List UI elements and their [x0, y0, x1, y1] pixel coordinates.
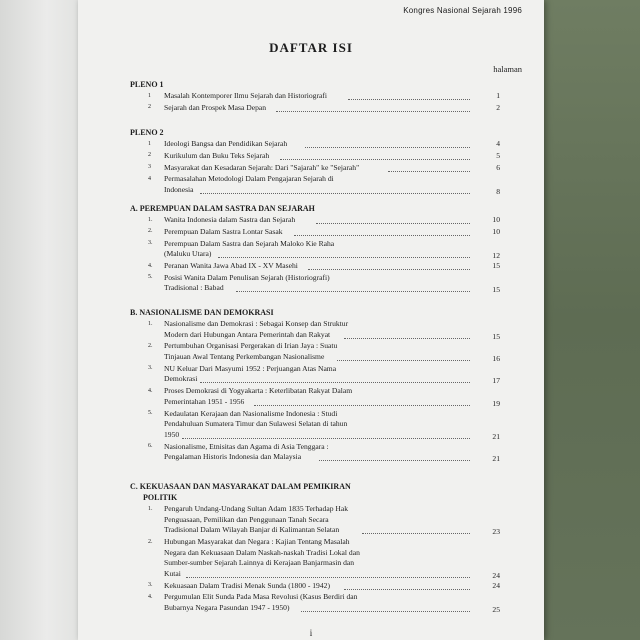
section-heading: PLENO 1: [130, 80, 164, 89]
entry-page-number: 15: [492, 261, 500, 270]
entry-page-number: 1: [496, 91, 500, 100]
entry-number: 1: [148, 92, 151, 99]
leader-dots: [319, 460, 470, 461]
entry-title: Tradisional Dalam Wilayah Banjar di Kalimantan Selatan: [164, 525, 340, 535]
entry-number: 2.: [148, 228, 153, 235]
entry-page-number: 5: [496, 150, 500, 160]
entry-page-number: 4: [496, 139, 500, 148]
entry-title: Nasionalisme, Etnisitas dan Agama di Asia Tenggara :: [164, 441, 329, 451]
entry-page-number: 8: [496, 187, 500, 196]
entry-title: Demokrasi: [164, 374, 198, 384]
entry-number: 4.: [148, 593, 153, 600]
entry-title: Perempuan Dalam Sastra dan Sejarah Maloko Kie Raha: [164, 238, 335, 248]
entry-page-number: 16: [492, 354, 500, 363]
section-heading: PLENO 2: [130, 128, 164, 137]
leader-dots: [362, 533, 470, 534]
entry-title: (Maluku Utara): [164, 249, 212, 259]
entry-number: 2.: [148, 342, 153, 349]
leader-dots: [308, 269, 470, 270]
entry-title: NU Keluar Dari Masyumi 1952 : Perjuangan Atas Nama: [164, 363, 337, 373]
leader-dots: [218, 257, 470, 258]
entry-title: Hubungan Masyarakat dan Negara : Kajian Tentang Masalah: [164, 537, 350, 546]
page-header: Kongres Nasional Sejarah 1996: [403, 6, 522, 15]
entry-title: Perempuan Dalam Sastra Lontar Sasak: [164, 226, 283, 236]
entry-title: Pendahuluan Sumatera Timur dan Sulawesi Selatan di tahun: [164, 419, 348, 429]
leader-dots: [200, 193, 470, 194]
section-heading: POLITIK: [143, 493, 178, 502]
entry-title: Kekuasaan Dalam Tradisi Menak Sunda (1800 - 1942): [164, 580, 330, 590]
entry-title: Nasionalisme dan Demokrasi : Sebagai Konsep dan Struktur: [164, 319, 349, 328]
leader-dots: [280, 159, 470, 160]
leader-dots: [182, 438, 470, 439]
entry-title: Sejarah dan Prospek Masa Depan: [164, 102, 267, 112]
entry-page-number: 10: [492, 226, 500, 236]
entry-title: Permasalahan Metodologi Dalam Pengajaran Sejarah di: [164, 174, 334, 184]
page-column-label: halaman: [493, 64, 522, 74]
entry-page-number: 19: [492, 398, 500, 408]
entry-title: Modern dari Hubungan Antara Pemerintah dan Rakyat: [164, 329, 331, 339]
entry-number: 4: [148, 175, 151, 182]
section-heading: A. PEREMPUAN DALAM SASTRA DAN SEJARAH: [130, 204, 315, 213]
entry-number: 3.: [148, 582, 153, 589]
entry-number: 3.: [148, 240, 153, 247]
entry-title: Pertumbuhan Organisasi Pergerakan di Irian Jaya : Suatu: [164, 341, 338, 351]
entry-number: 2: [148, 104, 151, 111]
entry-number: 6.: [148, 443, 153, 450]
entry-number: 4.: [148, 262, 153, 269]
left-page-edge: [0, 0, 78, 640]
leader-dots: [200, 382, 470, 383]
leader-dots: [344, 338, 470, 339]
leader-dots: [344, 589, 470, 590]
entry-page-number: 23: [492, 527, 500, 537]
entry-title: Wanita Indonesia dalam Sastra dan Sejarah: [164, 215, 296, 224]
leader-dots: [348, 99, 470, 100]
entry-page-number: 21: [492, 431, 500, 441]
entry-number: 2: [148, 152, 151, 159]
leader-dots: [337, 360, 470, 361]
entry-title: Pengaruh Undang-Undang Sultan Adam 1835 Terhadap Hak: [164, 504, 349, 513]
entry-title: Peranan Wanita Jawa Abad IX - XV Masehi: [164, 261, 298, 270]
entry-title: Pergumulan Elit Sunda Pada Masa Revolusi (Kasus Berdiri dan: [164, 592, 358, 602]
leader-dots: [305, 147, 470, 148]
entry-number: 1: [148, 140, 151, 147]
entry-title: Negara dan Kekuasaan Dalam Naskah-naskah Tradisi Lokal dan: [164, 547, 360, 557]
leader-dots: [301, 611, 470, 612]
entry-title: Pengalaman Historis Indonesia dan Malaysia: [164, 452, 302, 462]
entry-page-number: 17: [492, 376, 500, 386]
entry-page-number: 25: [492, 605, 500, 614]
leader-dots: [276, 111, 470, 112]
document-page: [78, 0, 544, 640]
leader-dots: [186, 577, 470, 578]
leader-dots: [254, 405, 470, 406]
entry-page-number: 6: [496, 162, 500, 172]
entry-number: 3.: [148, 365, 153, 372]
entry-title: Kutai: [164, 568, 181, 578]
entry-title: Proses Demokrasi di Yogyakarta : Keterlibatan Rakyat Dalam: [164, 386, 353, 396]
leader-dots: [294, 235, 470, 236]
section-heading: B. NASIONALISME DAN DEMOKRASI: [130, 308, 274, 317]
leader-dots: [236, 291, 470, 292]
entry-number: 2.: [148, 538, 153, 545]
entry-number: 5.: [148, 274, 153, 281]
page-title: DAFTAR ISI: [269, 40, 353, 55]
entry-page-number: 2: [496, 102, 500, 112]
entry-title: Masalah Kontemporer Ilmu Sejarah dan Historiografi: [164, 91, 328, 100]
entry-title: Tinjauan Awal Tentang Perkembangan Nasionalisme: [164, 352, 325, 361]
background-surface: [544, 0, 640, 640]
entry-title: Pemerintahan 1951 - 1956: [164, 396, 245, 406]
section-heading: C. KEKUASAAN DAN MASYARAKAT DALAM PEMIKIRAN: [130, 482, 351, 491]
entry-number: 4.: [148, 387, 153, 394]
entry-title: Kedaulatan Kerajaan dan Nasionalisme Indonesia : Studi: [164, 408, 338, 418]
entry-page-number: 21: [492, 454, 500, 464]
entry-title: 1950: [164, 429, 180, 439]
entry-number: 1.: [148, 320, 153, 327]
entry-page-number: 15: [492, 285, 500, 295]
entry-page-number: 24: [492, 580, 500, 590]
entry-page-number: 24: [492, 570, 500, 580]
entry-title: Tradisional : Babad: [164, 283, 224, 293]
entry-title: Ideologi Bangsa dan Pendidikan Sejarah: [164, 139, 288, 148]
entry-title: Kurikulum dan Buku Teks Sejarah: [164, 150, 270, 160]
entry-page-number: 10: [492, 215, 500, 224]
entry-title: Bubarnya Negara Pasundan 1947 - 1950): [164, 603, 290, 612]
entry-number: 3: [148, 164, 151, 171]
entry-number: 5.: [148, 410, 153, 417]
entry-number: 1.: [148, 216, 153, 223]
entry-number: 1.: [148, 505, 153, 512]
entry-page-number: 12: [492, 251, 500, 261]
page-number: i: [309, 628, 313, 638]
leader-dots: [316, 223, 470, 224]
leader-dots: [388, 171, 470, 172]
entry-title: Indonesia: [164, 185, 194, 194]
entry-page-number: 15: [492, 331, 500, 341]
entry-title: Penguasaan, Pemilikan dan Penggunaan Tanah Secara: [164, 514, 329, 524]
entry-title: Posisi Wanita Dalam Penulisan Sejarah (Historiografi): [164, 272, 330, 282]
entry-title: Sumber-sumber Sejarah Lainnya di Kerajaan Banjarmasin dan: [164, 558, 355, 568]
entry-title: Masyarakat dan Kesadaran Sejarah: Dari "Sajarah" ke "Sejarah": [164, 162, 360, 172]
